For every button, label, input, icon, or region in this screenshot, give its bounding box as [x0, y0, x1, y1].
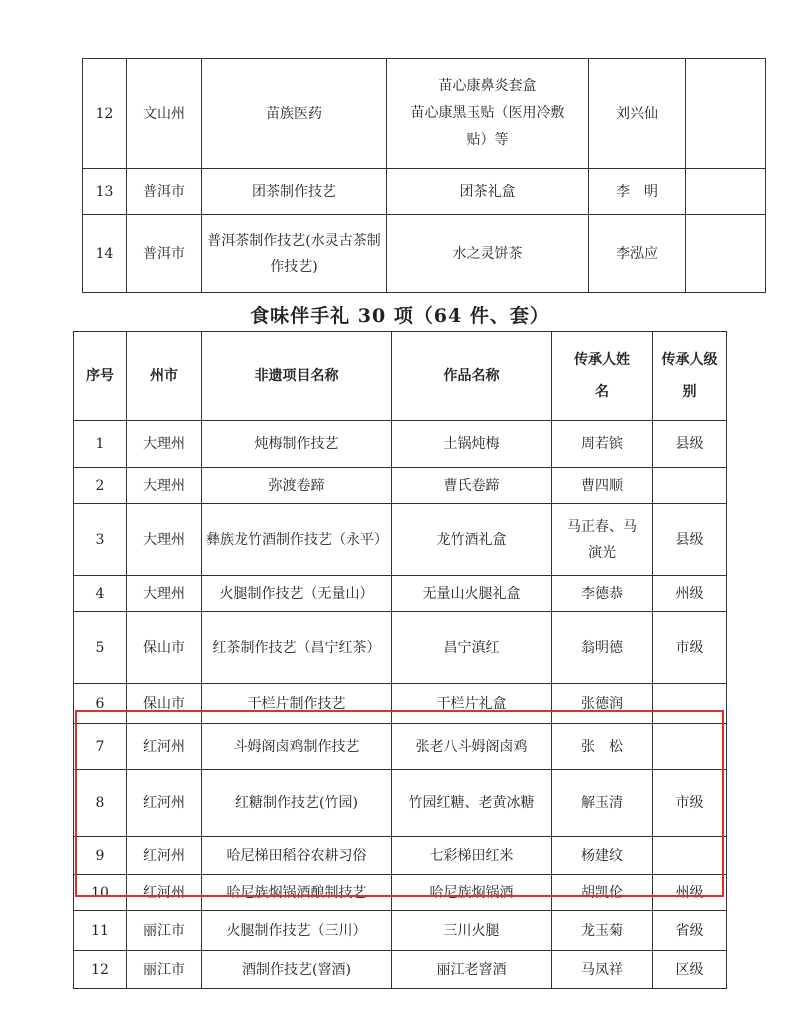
cell-city: 红河州 — [127, 770, 202, 837]
cell-no: 2 — [74, 468, 127, 504]
cell-inheritor: 翁明德 — [552, 612, 653, 684]
cell-city: 红河州 — [127, 875, 202, 911]
cell-city: 大理州 — [127, 504, 202, 576]
cell-work: 三川火腿 — [392, 911, 552, 951]
cell-inheritor: 曹四顺 — [552, 468, 653, 504]
cell-project: 红糖制作技艺(竹园) — [202, 770, 392, 837]
cell-inheritor: 刘兴仙 — [589, 59, 686, 169]
cell-city: 丽江市 — [127, 951, 202, 989]
cell-city: 普洱市 — [127, 169, 202, 215]
cell-no: 8 — [74, 770, 127, 837]
table-row — [74, 421, 727, 468]
cell-project: 火腿制作技艺（无量山） — [202, 576, 392, 612]
table-row — [83, 169, 766, 215]
cell-no: 11 — [74, 911, 127, 951]
cell-no: 1 — [74, 421, 127, 468]
cell-level: 州级 — [653, 875, 727, 911]
cell-work: 丽江老窨酒 — [392, 951, 552, 989]
cell-project: 斗姆阁卤鸡制作技艺 — [202, 724, 392, 770]
cell-project: 酒制作技艺(窨酒) — [202, 951, 392, 989]
cell-level: 区级 — [653, 951, 727, 989]
cell-inheritor: 李 明 — [589, 169, 686, 215]
header-level: 传承人级别 — [653, 332, 727, 421]
cell-no: 13 — [83, 169, 127, 215]
cell-level — [653, 468, 727, 504]
cell-no: 14 — [83, 215, 127, 293]
table-row — [83, 59, 766, 169]
cell-project: 团茶制作技艺 — [202, 169, 387, 215]
cell-level: 市级 — [653, 612, 727, 684]
cell-level — [686, 59, 766, 169]
cell-work: 七彩梯田红米 — [392, 837, 552, 875]
cell-work: 水之灵饼茶 — [387, 215, 589, 293]
cell-project: 干栏片制作技艺 — [202, 684, 392, 724]
cell-project: 苗族医药 — [202, 59, 387, 169]
cell-city: 保山市 — [127, 612, 202, 684]
cell-inheritor: 张 松 — [552, 724, 653, 770]
cell-no: 5 — [74, 612, 127, 684]
cell-work — [387, 59, 589, 169]
cell-project: 哈尼梯田稻谷农耕习俗 — [202, 837, 392, 875]
cell-level: 州级 — [653, 576, 727, 612]
cell-inheritor: 周若镔 — [552, 421, 653, 468]
cell-inheritor: 解玉清 — [552, 770, 653, 837]
cell-city: 大理州 — [127, 576, 202, 612]
cell-project: 红茶制作技艺（昌宁红茶） — [202, 612, 392, 684]
cell-work: 哈尼族焖锅酒 — [392, 875, 552, 911]
top-table-continued — [82, 58, 766, 293]
cell-city: 文山州 — [127, 59, 202, 169]
cell-work: 土锅炖梅 — [392, 421, 552, 468]
cell-project: 弥渡卷蹄 — [202, 468, 392, 504]
cell-level: 市级 — [653, 770, 727, 837]
cell-inheritor: 胡凯伦 — [552, 875, 653, 911]
cell-inheritor: 杨建纹 — [552, 837, 653, 875]
cell-city: 大理州 — [127, 468, 202, 504]
cell-work: 昌宁滇红 — [392, 612, 552, 684]
cell-inheritor: 张德润 — [552, 684, 653, 724]
table-row — [74, 612, 727, 684]
cell-no: 12 — [83, 59, 127, 169]
cell-work: 龙竹酒礼盒 — [392, 504, 552, 576]
cell-work: 干栏片礼盒 — [392, 684, 552, 724]
cell-inheritor: 李泓应 — [589, 215, 686, 293]
header-work: 作品名称 — [392, 332, 552, 421]
cell-no: 10 — [74, 875, 127, 911]
cell-project: 哈尼族焖锅酒酿制技艺 — [202, 875, 392, 911]
cell-city: 保山市 — [127, 684, 202, 724]
cell-project: 炖梅制作技艺 — [202, 421, 392, 468]
cell-project: 彝族龙竹酒制作技艺（永平） — [202, 504, 392, 576]
cell-no: 3 — [74, 504, 127, 576]
cell-inheritor: 马正春、马演光 — [552, 504, 653, 576]
table-row — [74, 576, 727, 612]
cell-no: 6 — [74, 684, 127, 724]
red-highlight-box — [75, 710, 724, 897]
section-title: 食味伴手礼 30 项（64 件、套） — [250, 305, 550, 327]
cell-project: 火腿制作技艺（三川） — [202, 911, 392, 951]
cell-level: 县级 — [653, 504, 727, 576]
work-line: 苗心康鼻炎套盒 — [438, 78, 537, 94]
header-project: 非遗项目名称 — [202, 332, 392, 421]
cell-city: 红河州 — [127, 837, 202, 875]
table-row — [74, 468, 727, 504]
cell-no: 7 — [74, 724, 127, 770]
cell-inheritor: 李德恭 — [552, 576, 653, 612]
header-no: 序号 — [74, 332, 127, 421]
cell-city: 普洱市 — [127, 215, 202, 293]
cell-no: 9 — [74, 837, 127, 875]
table-row — [74, 951, 727, 989]
cell-project: 普洱茶制作技艺(水灵古茶制作技艺) — [202, 215, 387, 293]
cell-city: 丽江市 — [127, 911, 202, 951]
table-row — [74, 911, 727, 951]
cell-work: 无量山火腿礼盒 — [392, 576, 552, 612]
header-row — [74, 332, 727, 421]
cell-work: 曹氏卷蹄 — [392, 468, 552, 504]
header-inheritor: 传承人姓名 — [552, 332, 653, 421]
cell-city: 红河州 — [127, 724, 202, 770]
table-row — [74, 504, 727, 576]
cell-inheritor: 马凤祥 — [552, 951, 653, 989]
cell-city: 大理州 — [127, 421, 202, 468]
cell-level: 县级 — [653, 421, 727, 468]
table-row — [83, 215, 766, 293]
cell-work: 竹园红糖、老黄冰糖 — [392, 770, 552, 837]
work-line: 苗心康黑玉贴（医用冷敷 — [410, 105, 565, 121]
cell-no: 12 — [74, 951, 127, 989]
cell-no: 4 — [74, 576, 127, 612]
header-city: 州市 — [127, 332, 202, 421]
cell-inheritor: 龙玉菊 — [552, 911, 653, 951]
cell-level — [686, 215, 766, 293]
cell-level: 省级 — [653, 911, 727, 951]
cell-work: 张老八斗姆阁卤鸡 — [392, 724, 552, 770]
cell-work: 团茶礼盒 — [387, 169, 589, 215]
cell-level — [686, 169, 766, 215]
work-line: 贴）等 — [466, 132, 509, 148]
